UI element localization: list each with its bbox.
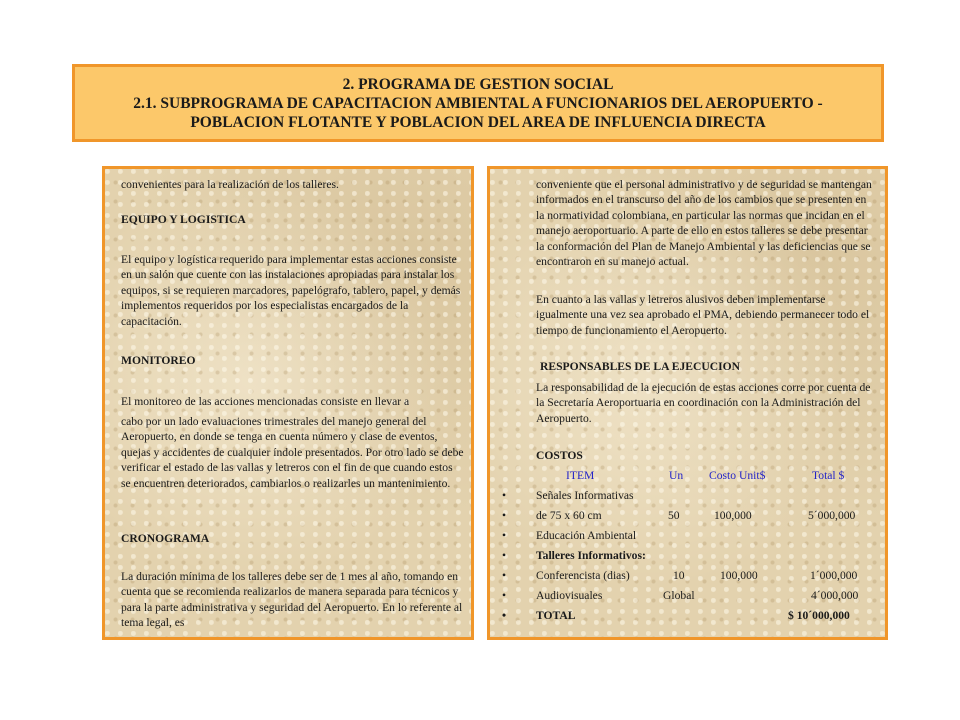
heading-cronograma: CRONOGRAMA (121, 532, 210, 545)
bullet: • (502, 489, 507, 502)
subprogram-title-line1: 2.1. SUBPROGRAMA DE CAPACITACION AMBIENTAL A FUNCIONARIOS DEL AEROPUERTO - (133, 94, 823, 112)
cost-item-label: Señales Informativas (536, 489, 634, 502)
monitoreo-paragraph-line1: El monitoreo de las acciones mencionadas consiste en llevar a (121, 395, 410, 408)
cost-total-row (490, 609, 880, 625)
cost-item-label: de 75 x 60 cm (536, 509, 602, 522)
cost-row (490, 569, 880, 585)
cost-row (490, 509, 880, 525)
vallas-paragraph: En cuanto a las vallas y letreros alusivos deben implementarse igualmente una vez sea aprobado el PMA, debiendo permanecer todo el tiempo de funcionamiento el Aeropuerto. (536, 293, 870, 337)
bullet: • (502, 589, 507, 602)
cronograma-paragraph: La duración mínima de los talleres debe ser de 1 mes al año, tomando en cuenta que se recomienda realizarlos de manera separada para técnicos y para la parte administrativa y seguridad del Aeropuerto. En lo referente al tema legal, es (121, 570, 463, 630)
cost-item-label: Talleres Informativos: (536, 549, 646, 562)
monitoreo-paragraph: cabo por un lado evaluaciones trimestrales del manejo general del Aeropuerto, en donde se tenga en cuenta número y clase de eventos, quejas y accidentes de cualquier índole presentados. Por otro lado se debe verificar el estado de las vallas y letreros con el fin de que cuando estos se encuentren deteriorados, cambiarlos o realizarles un mantenimiento. (121, 415, 464, 490)
bullet: • (502, 549, 507, 562)
cost-item-unit-cost: 100,000 (714, 509, 752, 522)
responsables-paragraph: La responsabilidad de la ejecución de estas acciones corre por cuenta de la Secretaría Aeroportuaria en coordinación con la Administración del Aeropuerto. (536, 381, 871, 425)
subprogram-title-line2: POBLACION FLOTANTE Y POBLACION DEL AREA DE INFLUENCIA DIRECTA (190, 113, 766, 131)
left-paragraph-intro: convenientes para la realización de los talleres. (121, 178, 339, 191)
cost-item-label: Conferencista (dias) (536, 569, 630, 582)
column-total: Total $ (812, 469, 845, 482)
cost-item-units: 10 (673, 569, 685, 582)
cost-item-label: Audiovisuales (536, 589, 603, 602)
cost-row (490, 549, 880, 565)
column-item: ITEM (566, 469, 595, 482)
cost-item-units: 50 (668, 509, 680, 522)
cost-item-units: Global (663, 589, 695, 602)
heading-monitoreo: MONITOREO (121, 354, 196, 367)
right-paragraph-continuation: conveniente que el personal administrativo y de seguridad se mantengan informados en el transcurso del año de los cambios que se presenten en la normatividad colombiana, en particular las normas que incidan en el manejo aeroportuario. A parte de ello en estos talleres se debe presentar la conformación del Plan de Manejo Ambiental y las deficiencias que se encontraron en su manejo actual. (536, 178, 872, 269)
column-costo-unit: Costo Unit$ (709, 469, 766, 482)
bullet: • (502, 509, 507, 522)
equipo-logistica-paragraph: El equipo y logística requerido para implementar estas acciones consiste en un salón que cuente con las instalaciones apropiadas para instalar los equipos, si se requieren marcadores, papelógrafo, tablero, papel, y demás implementos requeridos por los especialistas encargados de la capacitación. (121, 253, 461, 328)
cost-item-unit-cost: 100,000 (720, 569, 758, 582)
heading-equipo-logistica: EQUIPO Y LOGISTICA (121, 213, 246, 226)
cost-item-label: Educación Ambiental (536, 529, 637, 542)
cost-row (490, 489, 880, 505)
cost-item-total: 1´000,000 (810, 569, 858, 582)
bullet: • (502, 529, 507, 542)
heading-responsables: RESPONSABLES DE LA EJECUCION (540, 360, 741, 373)
cost-item-total: 4´000,000 (811, 589, 859, 602)
left-text-panel (102, 166, 474, 640)
title-banner (72, 64, 884, 142)
program-title: 2. PROGRAMA DE GESTION SOCIAL (342, 75, 614, 93)
cost-row (490, 529, 880, 545)
total-amount: $ 10´000,000 (788, 609, 850, 622)
bullet: • (502, 569, 507, 582)
cost-item-total: 5´000,000 (808, 509, 856, 522)
column-un: Un (669, 469, 684, 482)
cost-row (490, 589, 880, 605)
right-text-panel (487, 166, 888, 640)
heading-costos: COSTOS (536, 449, 583, 462)
total-label: TOTAL (536, 609, 576, 622)
bullet: • (502, 609, 507, 622)
